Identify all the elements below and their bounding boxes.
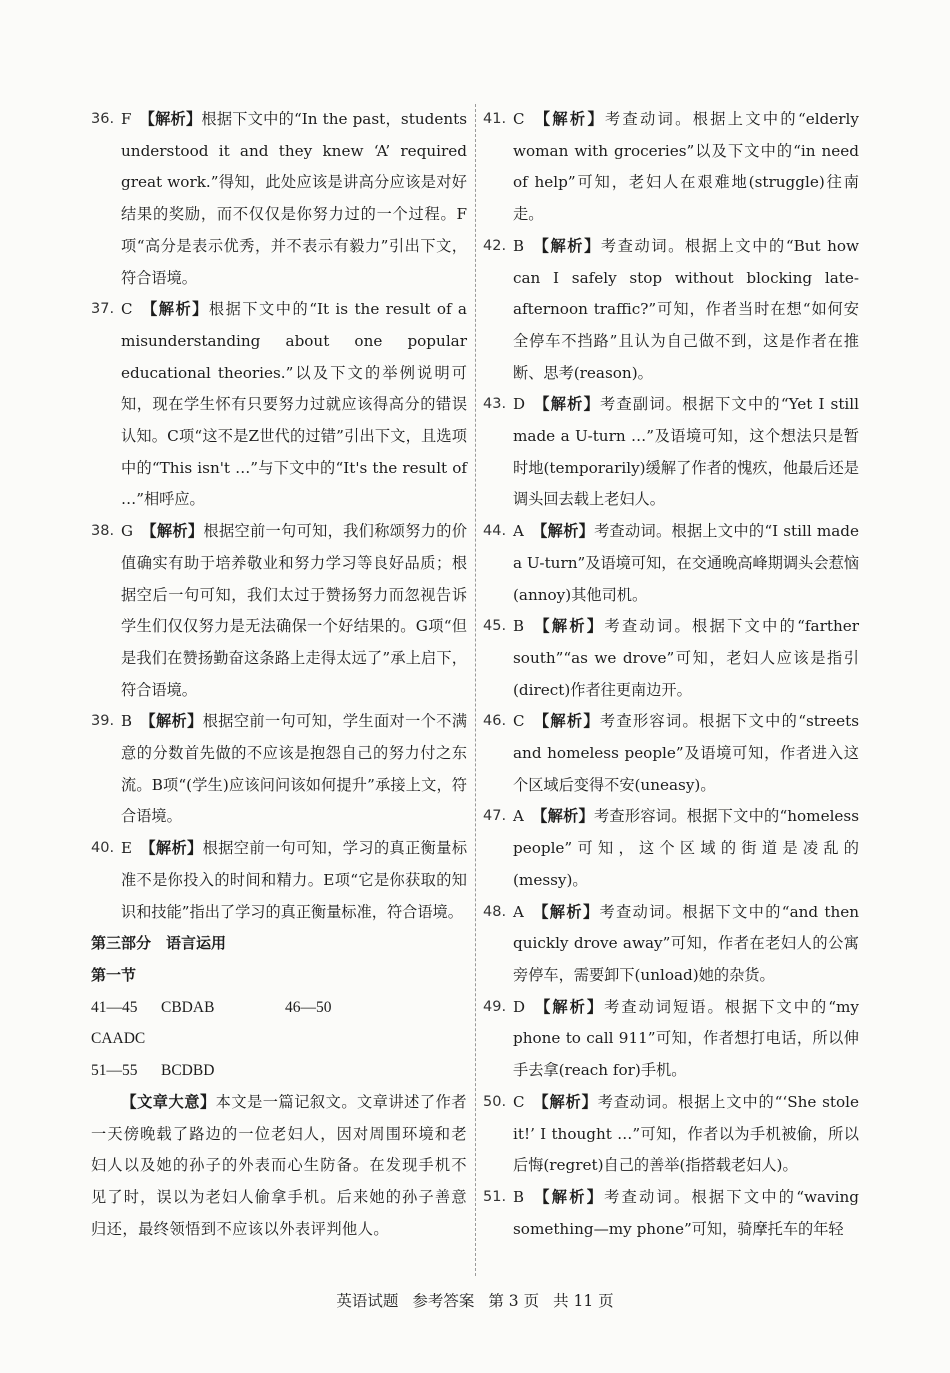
article-summary [91, 1087, 467, 1246]
summary-text: 本文是一篇记叙文。文章讲述了作者一天傍晚载了路边的一位老妇人，因对周围环境和老妇人以及她的孙子的外表而心生防备。在发现手机不见了时，误以为老妇人偷拿手机。后来她的孙子善意归还，最终领悟到不应该以外表评判他人。 [91, 1092, 468, 1238]
answer-letter: D [513, 997, 526, 1016]
answer-explanation-item [483, 104, 859, 231]
footer-page-number: 第 3 页 [488, 1292, 540, 1310]
explanation-text: 根据下文中的“In the past，students understood it and they knew ‘A’ required great work.”得知，此处应该是讲高分应该是对好结果的奖励，而不仅仅是你努力过的一个过程。F项“高分是表示优秀，并不表示有毅力”引出下文，符合语境。 [121, 110, 467, 287]
answer-explanation-item [483, 897, 859, 992]
answer-key-range: 51—55 [91, 1062, 138, 1080]
analysis-tag: 【解析】 [139, 839, 203, 858]
answer-explanation-item [483, 1182, 859, 1245]
answer-letter: B [121, 712, 133, 731]
answer-letter: B [513, 617, 525, 636]
question-number: 43. [483, 396, 507, 413]
explanation-text: 根据空前一句可知，学习的真正衡量标准不是你投入的时间和精力。E项“它是你获取的知识和技能”指出了学习的真正衡量标准，符合语境。 [121, 839, 468, 921]
question-number: 45. [483, 618, 507, 635]
question-number: 36. [91, 111, 115, 127]
explanation-text: 根据空前一句可知，学生面对一个不满意的分数首先做的不应该是抱怨自己的努力付之东流。B项“(学生)应该问问该如何提升”承接上文，符合语境。 [121, 712, 468, 826]
answer-key-value: CAADC [91, 1030, 146, 1048]
answer-explanation-item [91, 104, 467, 294]
question-number: 41. [483, 111, 507, 127]
explanation-text: 考查动词。根据下文中的“and then quickly drove away”可知，作者在老妇人的公寓旁停车，需要卸下(unload)她的杂货。 [513, 902, 859, 984]
question-number: 38. [91, 523, 115, 540]
answer-explanation-item [483, 801, 859, 896]
answer-letter: C [513, 712, 525, 731]
explanation-text: 考查形容词。根据下文中的“homeless people”可知，这个区域的街道是凌乱的(messy)。 [513, 807, 860, 889]
analysis-tag: 【解析】 [531, 522, 595, 541]
answer-key-value: CBDAB [161, 998, 215, 1016]
analysis-tag: 【解析】 [533, 395, 601, 414]
analysis-tag: 【解析】 [531, 807, 594, 826]
answer-letter: B [513, 1187, 525, 1206]
answer-key-range: 41—45 [91, 998, 138, 1016]
answer-key-row [91, 1055, 467, 1087]
question-number: 50. [483, 1093, 507, 1110]
analysis-tag: 【解析】 [532, 1187, 605, 1206]
answer-key-range: 46—50 [285, 998, 332, 1016]
explanation-text: 考查动词。根据上文中的“I still made a U-turn”及语境可知，在交通晚高峰期调头会惹恼(annoy)其他司机。 [513, 522, 859, 604]
analysis-tag: 【解析】 [532, 1092, 598, 1111]
explanation-text: 考查动词。根据上文中的“‘She stole it!’ I thought …”可知，作者以为手机被偷，所以后悔(regret)自己的善举(指搭载老妇人)。 [513, 1092, 860, 1175]
explanation-text: 考查形容词。根据下文中的“streets and homeless people”及语境可知，作者进入这个区域后变得不安(uneasy)。 [513, 712, 860, 794]
analysis-tag: 【解析】 [532, 617, 605, 636]
question-number: 37. [91, 301, 115, 318]
answer-explanation-item [91, 294, 467, 516]
answer-explanation-item [91, 516, 467, 706]
answer-key-value: BCDBD [161, 1062, 215, 1080]
footer-subject: 英语试题 [336, 1292, 399, 1310]
analysis-tag: 【解析】 [140, 712, 203, 731]
answer-explanation-item [91, 833, 467, 928]
answer-explanation-item [91, 706, 467, 833]
analysis-tag: 【解析】 [532, 236, 601, 255]
question-number: 46. [483, 713, 507, 730]
question-number: 39. [91, 713, 115, 730]
analysis-tag: 【解析】 [532, 712, 600, 731]
explanation-text: 考查动词。根据下文中的“farther south”“as we drove”可知，老妇人应该是指引(direct)作者往更南边开。 [513, 617, 860, 699]
explanation-text: 考查动词短语。根据下文中的“my phone to call 911”可知，作者想打电话，所以伸手去拿(reach for)手机。 [513, 997, 860, 1080]
right-answer-list [483, 104, 859, 1245]
answer-letter: G [121, 522, 133, 541]
section-title: 第三部分 语言运用 [91, 934, 227, 953]
answer-letter: A [513, 902, 524, 921]
question-number: 48. [483, 903, 507, 920]
answer-letter: C [513, 110, 525, 128]
answer-letter: A [513, 807, 524, 826]
answer-letter: C [121, 300, 133, 319]
question-number: 44. [483, 523, 507, 540]
page-footer [0, 1289, 950, 1311]
answer-explanation-item [483, 992, 859, 1087]
answer-explanation-item [483, 231, 859, 390]
footer-label: 参考答案 [412, 1292, 475, 1310]
answer-explanation-item [483, 516, 859, 611]
answer-key-row [91, 992, 467, 1055]
subsection-title: 第一节 [91, 965, 137, 984]
question-number: 47. [483, 808, 507, 825]
column-divider [475, 104, 476, 1276]
answer-explanation-item [483, 706, 859, 801]
explanation-text: 考查动词。根据上文中的“But how can I safely stop without blocking late-afternoon traffic?”可知，作者当时在想“如何安全停车不挡路”且认为自己做不到，这是作者在推断、思考(reason)。 [513, 236, 860, 382]
footer-total-pages: 共 11 页 [553, 1292, 614, 1310]
answer-letter: F [121, 110, 132, 128]
question-number: 49. [483, 998, 507, 1015]
analysis-tag: 【解析】 [533, 997, 605, 1016]
explanation-text: 根据空前一句可知，我们称颂努力的价值确实有助于培养敬业和努力学习等良好品质；根据空后一句可知，我们太过于赞扬努力而忽视告诉学生们仅仅努力是无法确保一个好结果的。G项“但是我们在赞扬勤奋这条路上走得太远了”承上启下，符合语境。 [121, 522, 468, 699]
explanation-text: 根据下文中的“It is the result of a misunderstanding about one popular educational theories.”以及下文的举例说明可知，现在学生怀有只要努力过就应该得高分的错误认知。C项“这不是Z世代的过错”引出下文，且选项中的“This isn't …”与下文中的“It's the result of …”相呼应。 [121, 300, 467, 509]
left-column [91, 104, 467, 1245]
question-number: 51. [483, 1188, 507, 1205]
summary-tag: 【文章大意】 [121, 1092, 216, 1111]
answer-letter: B [513, 236, 525, 255]
answer-explanation-item [483, 611, 859, 706]
question-number: 42. [483, 237, 507, 254]
analysis-tag: 【解析】 [140, 300, 209, 319]
analysis-tag: 【解析】 [139, 110, 202, 128]
explanation-text: 考查动词。根据上文中的“elderly woman with groceries”以及下文中的“in need of help”可知，老妇人在艰难地(struggle)往南走。 [513, 110, 859, 224]
left-answer-list [91, 104, 467, 928]
answer-explanation-item [483, 389, 859, 516]
right-column [483, 104, 859, 1245]
answer-letter: A [513, 522, 524, 541]
explanation-text: 考查副词。根据下文中的“Yet I still made a U-turn …”及语境可知，这个想法只是暂时地(temporarily)缓解了作者的愧疚，他最后还是调头回去载上老妇人。 [513, 395, 860, 509]
analysis-tag: 【解析】 [532, 110, 606, 128]
answer-explanation-item [483, 1087, 859, 1182]
analysis-tag: 【解析】 [140, 522, 204, 541]
answer-letter: D [513, 395, 526, 414]
answer-letter: E [121, 839, 132, 858]
analysis-tag: 【解析】 [531, 902, 600, 921]
question-number: 40. [91, 840, 115, 857]
answer-letter: C [513, 1092, 525, 1111]
explanation-text: 考查动词。根据下文中的“waving something—my phone”可知，骑摩托车的年轻 [513, 1187, 859, 1238]
